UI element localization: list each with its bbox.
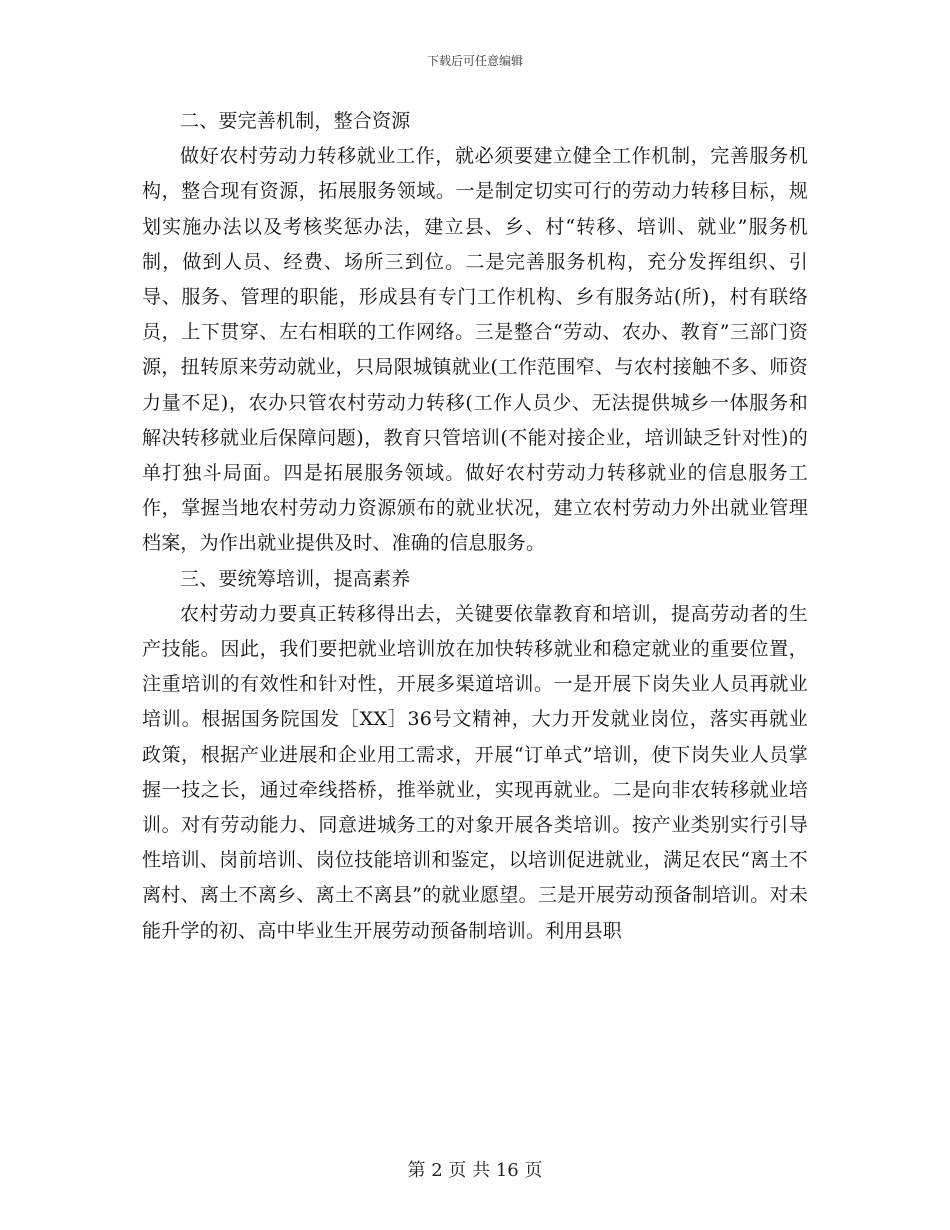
section-heading-mechanism: 二、要完善机制，整合资源 (180, 110, 411, 132)
paragraph-training: 农村劳动力要真正转移得出去，关键要依靠教育和培训，提高劳动者的生产技能。因此，我们要把就业培训放在加快转移就业和稳定就业的重要位置，注重培训的有效性和针对性，开展多渠道培训。一是开展下岗失业人员再就业培训。根据国务院国发［XX］36号文精神，大力开发就业岗位，落实再就业政策，根据产业进展和企业用工需求，开展“订单式”培训，使下岗失业人员掌握一技之长，通过牵线搭桥，推举就业，实现再就业。二是向非农转移就业培训。对有劳动能力、同意进城务工的对象开展各类培训。按产业类别实行引导性培训、岗前培训、岗位技能培训和鉴定，以培训促进就业，满足农民“离土不离村、离土不离乡、离土不离县”的就业愿望。三是开展劳动预备制培训。对未能升学的初、高中毕业生开展劳动预备制培训。利用县职 (142, 602, 808, 942)
paragraph-mechanism: 做好农村劳动力转移就业工作，就必须要建立健全工作机制，完善服务机构，整合现有资源，拓展服务领域。一是制定切实可行的劳动力转移目标，规划实施办法以及考核奖惩办法，建立县、乡、村“转移、培训、就业”服务机制，做到人员、经费、场所三到位。二是完善服务机构，充分发挥组织、引导、服务、管理的职能，形成县有专门工作机构、乡有服务站(所)，村有联络员，上下贯穿、左右相联的工作网络。三是整合“劳动、农办、教育”三部门资源，扭转原来劳动就业，只局限城镇就业(工作范围窄、与农村接触不多、师资力量不足)，农办只管农村劳动力转移(工作人员少、无法提供城乡一体服务和解决转移就业后保障问题)，教育只管培训(不能对接企业，培训缺乏针对性)的单打独斗局面。四是拓展服务领域。做好农村劳动力转移就业的信息服务工作，掌握当地农村劳动力资源颁布的就业状况，建立农村劳动力外出就业管理档案，为作出就业提供及时、准确的信息服务。 (142, 145, 808, 555)
page-number-footer: 第 2 页 共 16 页 (407, 1160, 543, 1181)
document-body (142, 104, 808, 949)
section-heading-training: 三、要统筹培训，提高素养 (180, 567, 411, 590)
page-header: 下载后可任意编辑 (426, 54, 523, 68)
